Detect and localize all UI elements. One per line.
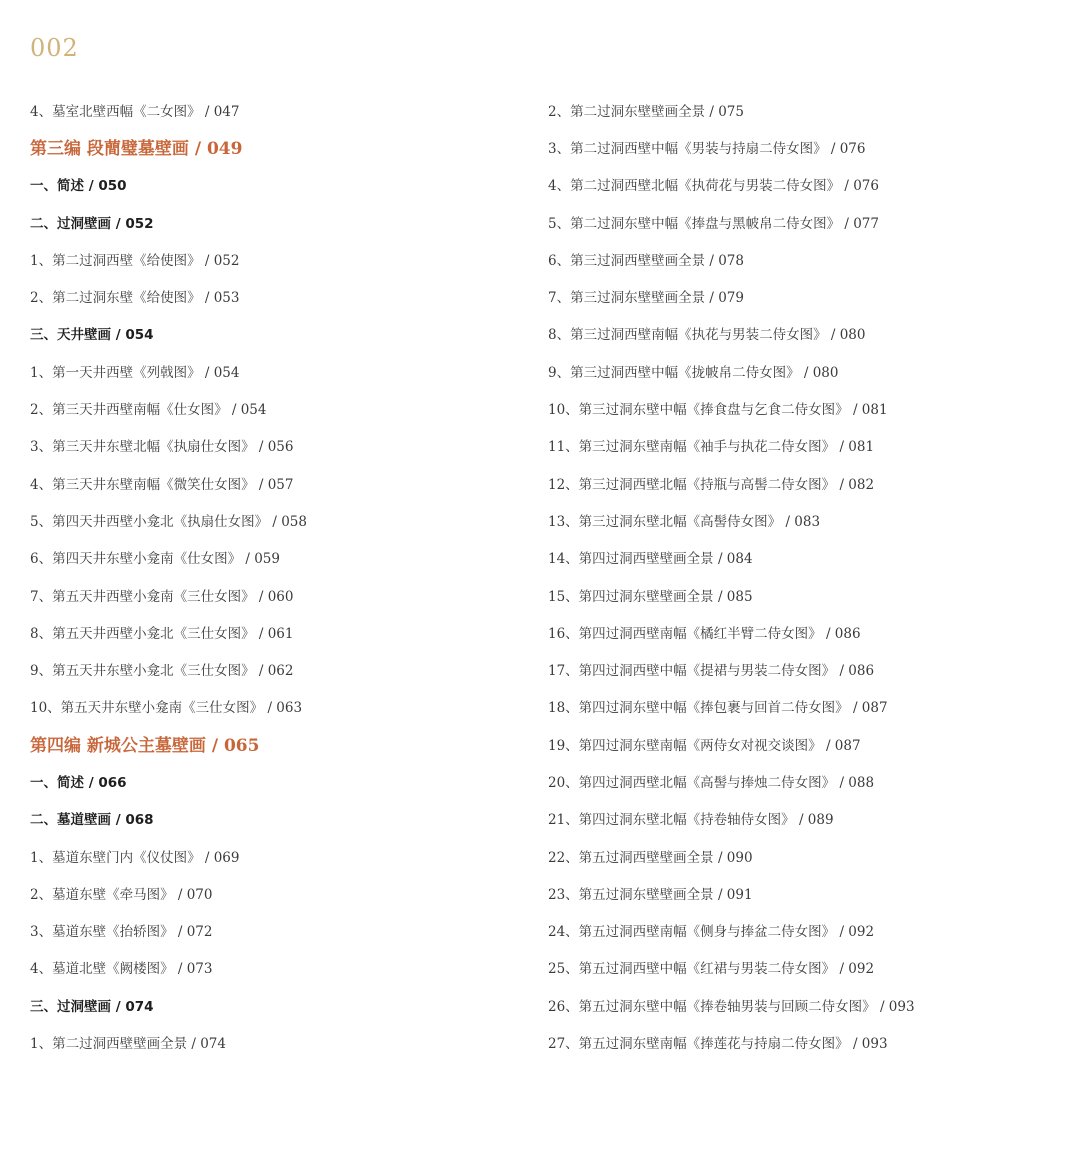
toc-item: 26、第五过洞东壁中幅《捧卷轴男装与回顾二侍女图》 / 093: [548, 998, 915, 1015]
toc-item: 20、第四过洞西壁北幅《高髻与捧烛二侍女图》 / 088: [548, 774, 875, 791]
toc-item: 8、第五天井西壁小龛北《三仕女图》 / 061: [30, 625, 294, 642]
toc-item: 2、第二过洞东壁《给使图》 / 053: [30, 290, 240, 307]
toc-item: 23、第五过洞东壁壁画全景 / 091: [548, 886, 753, 903]
toc-item: 4、第二过洞西壁北幅《执荷花与男装二侍女图》 / 076: [548, 178, 879, 195]
toc-section-heading: 三、过洞壁画 / 074: [30, 998, 154, 1015]
toc-item: 1、第二过洞西壁壁画全景 / 074: [30, 1036, 226, 1053]
toc-item: 2、墓道东壁《牵马图》 / 070: [30, 886, 213, 903]
toc-section-heading: 一、简述 / 066: [30, 774, 127, 791]
toc-left-column: [30, 91, 510, 1061]
toc-item: 12、第三过洞西壁北幅《持瓶与高髻二侍女图》 / 082: [548, 476, 875, 493]
toc-item: 10、第三过洞东壁中幅《捧食盘与乞食二侍女图》 / 081: [548, 402, 888, 419]
toc-item: 7、第五天井西壁小龛南《三仕女图》 / 060: [30, 588, 294, 605]
toc-item: 6、第三过洞西壁壁画全景 / 078: [548, 252, 744, 269]
toc-item: 6、第四天井东壁小龛南《仕女图》 / 059: [30, 551, 280, 568]
toc-item: 1、第二过洞西壁《给使图》 / 052: [30, 252, 240, 269]
toc-item: 4、墓道北壁《阙楼图》 / 073: [30, 961, 213, 978]
toc-section-heading: 三、天井壁画 / 054: [30, 327, 154, 344]
toc-section-heading: 二、过洞壁画 / 052: [30, 215, 154, 232]
toc-item: 9、第五天井东壁小龛北《三仕女图》 / 062: [30, 663, 294, 680]
toc-item: 10、第五天井东壁小龛南《三仕女图》 / 063: [30, 700, 303, 717]
toc-part-heading: 第三编 段蕳璧墓壁画 / 049: [30, 139, 243, 160]
toc-item: 21、第四过洞东壁北幅《持卷轴侍女图》 / 089: [548, 812, 834, 829]
toc-item: 25、第五过洞西壁中幅《红裙与男装二侍女图》 / 092: [548, 961, 875, 978]
toc-item: 3、第三天井东壁北幅《执扇仕女图》 / 056: [30, 439, 294, 456]
toc-item: 13、第三过洞东壁北幅《高髻侍女图》 / 083: [548, 513, 821, 530]
toc-item: 8、第三过洞西壁南幅《执花与男装二侍女图》 / 080: [548, 327, 866, 344]
toc-item: 2、第二过洞东壁壁画全景 / 075: [548, 103, 744, 120]
toc-item: 15、第四过洞东壁壁画全景 / 085: [548, 588, 753, 605]
toc-item: 1、墓道东壁门内《仪仗图》 / 069: [30, 849, 240, 866]
toc-item: 18、第四过洞东壁中幅《捧包裹与回首二侍女图》 / 087: [548, 700, 888, 717]
toc-section-heading: 二、墓道壁画 / 068: [30, 812, 154, 829]
page-number: 002: [30, 34, 79, 62]
toc-item: 11、第三过洞东壁南幅《袖手与执花二侍女图》 / 081: [548, 439, 875, 456]
toc-item: 22、第五过洞西壁壁画全景 / 090: [548, 849, 753, 866]
toc-item: 2、第三天井西壁南幅《仕女图》 / 054: [30, 402, 267, 419]
toc-item: 9、第三过洞西壁中幅《拢帔帛二侍女图》 / 080: [548, 364, 839, 381]
toc-item: 16、第四过洞西壁南幅《橘红半臂二侍女图》 / 086: [548, 625, 861, 642]
toc-item: 14、第四过洞西壁壁画全景 / 084: [548, 551, 753, 568]
toc-item: 7、第三过洞东壁壁画全景 / 079: [548, 290, 744, 307]
toc-item: 17、第四过洞西壁中幅《提裙与男装二侍女图》 / 086: [548, 663, 875, 680]
toc-part-heading: 第四编 新城公主墓壁画 / 065: [30, 736, 260, 757]
toc-item: 27、第五过洞东壁南幅《捧莲花与持扇二侍女图》 / 093: [548, 1036, 888, 1053]
toc-item: 5、第二过洞东壁中幅《捧盘与黑帔帛二侍女图》 / 077: [548, 215, 879, 232]
toc-item: 5、第四天井西壁小龛北《执扇仕女图》 / 058: [30, 513, 307, 530]
toc-item: 4、墓室北壁西幅《二女图》 / 047: [30, 103, 240, 120]
toc-item: 4、第三天井东壁南幅《微笑仕女图》 / 057: [30, 476, 294, 493]
toc-section-heading: 一、简述 / 050: [30, 178, 127, 195]
toc-item: 3、墓道东壁《抬轿图》 / 072: [30, 924, 213, 941]
toc-item: 1、第一天井西壁《列戟图》 / 054: [30, 364, 240, 381]
toc-item: 19、第四过洞东壁南幅《两侍女对视交谈图》 / 087: [548, 737, 861, 754]
toc-item: 24、第五过洞西壁南幅《侧身与捧盆二侍女图》 / 092: [548, 924, 875, 941]
toc-right-column: [548, 91, 1058, 1061]
toc-item: 3、第二过洞西壁中幅《男装与持扇二侍女图》 / 076: [548, 140, 866, 157]
